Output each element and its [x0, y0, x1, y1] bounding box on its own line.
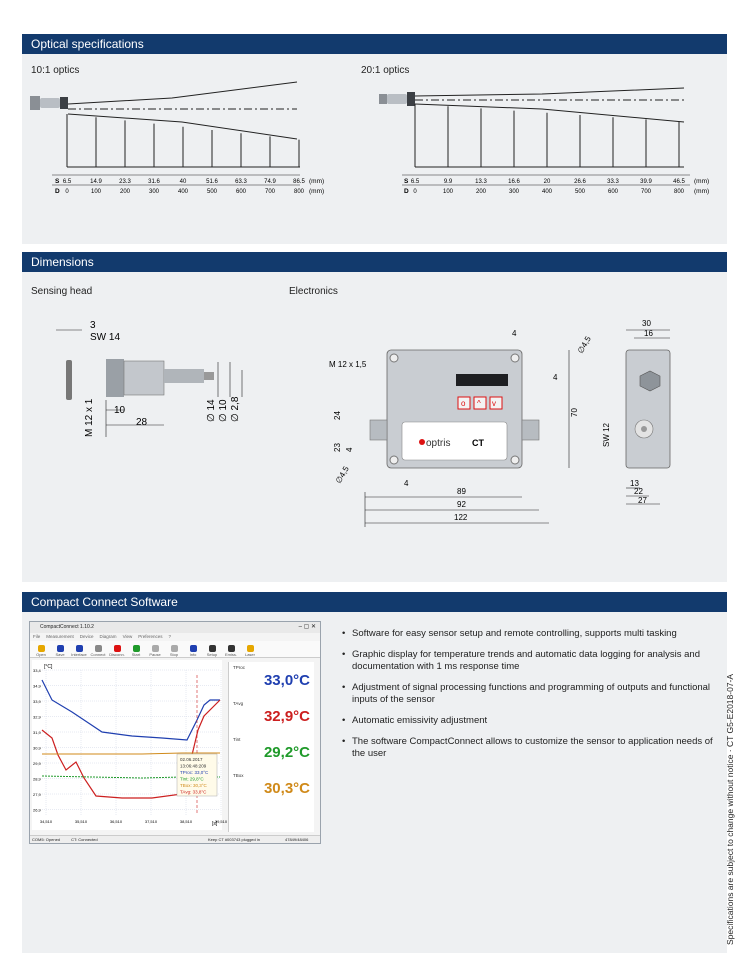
dim-10: 10 — [114, 405, 126, 416]
dim-dia10: ∅ 10 — [218, 399, 229, 422]
electronics-side-drawing — [626, 330, 670, 504]
toolbar-label: Disconn. — [109, 652, 125, 657]
dim-4a: 4 — [512, 329, 517, 338]
dim-92: 92 — [457, 500, 466, 509]
toolbar-label: Info — [189, 652, 197, 657]
optics_20-d-value: 800 — [673, 189, 685, 195]
optics_10-d-value: 500 — [206, 189, 218, 195]
optics-20-s-unit: (mm) — [694, 178, 710, 185]
optics_10-d-value: 0 — [65, 189, 69, 195]
optics-10-s-unit: (mm) — [309, 178, 325, 185]
readout-panel — [228, 662, 314, 832]
readout-name: TAvg — [233, 701, 244, 706]
toolbar — [30, 641, 320, 658]
dimension-drawings — [22, 272, 727, 582]
software-screenshot — [29, 621, 321, 844]
tooltip-line: TProc: 33,0°C — [180, 770, 209, 775]
toolbar-button[interactable] — [33, 645, 49, 657]
trend-chart — [32, 660, 228, 830]
toolbar-icon — [76, 645, 83, 652]
y-tick-label: 33,4 — [33, 668, 41, 673]
dim-89: 89 — [457, 487, 466, 496]
optics_20-s-value: 39.9 — [640, 179, 652, 185]
svg-text:^: ^ — [477, 399, 481, 408]
toolbar-icon — [38, 645, 45, 652]
dim-sw14: SW 14 — [90, 332, 121, 343]
dim-16: 16 — [644, 329, 653, 338]
tooltip-line: 02.06.2017 — [180, 757, 203, 762]
feature-item: • The software CompactConnect allows to customize the sensor to application needs of the user — [342, 736, 722, 760]
sensing-head-label: Sensing head — [31, 286, 93, 297]
dim-dia45b: ∅4,5 — [333, 464, 351, 485]
toolbar-button[interactable] — [147, 645, 163, 657]
brand-logo: optris — [426, 438, 451, 449]
tooltip-line: 13:06:48:209 — [180, 763, 207, 769]
menu-item[interactable]: Measurement — [46, 634, 74, 639]
readout-value: 32,9°C — [263, 708, 310, 725]
sensor-10-icon — [30, 96, 68, 110]
x-tick-label: 36,510 — [109, 819, 123, 824]
optics_20-d-value: 500 — [574, 189, 586, 195]
toolbar-icon — [171, 645, 178, 652]
optics_20-d-value: 400 — [541, 189, 553, 195]
feature-item: • Graphic display for temperature trends and automatic data logging for analysis and documentation with 1 ms response time — [342, 649, 722, 673]
optics_10-s-value: 6.5 — [62, 179, 72, 185]
feature-list — [342, 628, 722, 769]
menu-item[interactable]: File — [33, 634, 41, 639]
optical-section — [22, 34, 727, 244]
optics_10-d-value: 100 — [90, 189, 102, 195]
svg-text:o: o — [461, 399, 466, 408]
status-right: Keep CT #003743 plugged in — [208, 837, 260, 842]
toolbar-button[interactable] — [52, 645, 68, 657]
dim-22: 22 — [634, 487, 643, 496]
tooltip-line: TAvg: 33,8°C — [180, 789, 207, 795]
dim-m12: M 12 x 1 — [84, 398, 95, 437]
optics-diagrams — [22, 54, 727, 244]
readout-name: Tint — [233, 737, 241, 742]
menu-bar — [30, 633, 320, 641]
feature-item: • Adjustment of signal processing functions and programming of outputs and functional inputs of the sensor — [342, 682, 722, 706]
readout-value: 29,2°C — [263, 744, 310, 761]
dim-30: 30 — [642, 319, 651, 328]
toolbar-icon — [190, 645, 197, 652]
dim-28: 28 — [136, 417, 148, 428]
window-titlebar — [30, 622, 320, 633]
status-count: 47849/48406 — [285, 837, 309, 842]
optics_20-s-value: 46.5 — [673, 179, 685, 185]
optics-20-s-label: S — [404, 178, 409, 185]
toolbar-button[interactable] — [242, 645, 258, 657]
y-tick-label: 27,9 — [33, 792, 41, 797]
optics_10-s-value: 86.5 — [293, 179, 305, 185]
dim-70: 70 — [570, 408, 579, 417]
dimensions-section-title: Dimensions — [22, 252, 727, 272]
dim-dia28: ∅ 2,8 — [230, 396, 241, 422]
optics_20-d-value: 700 — [640, 189, 652, 195]
y-tick-label: 32,9 — [33, 714, 41, 720]
toolbar-icon — [152, 645, 159, 652]
status-bar — [30, 835, 320, 843]
optics_20-s-value: 20 — [543, 179, 551, 185]
status-mid: CT: Connected — [71, 837, 98, 842]
series-tproc — [42, 680, 220, 740]
optics-20-d-label: D — [404, 188, 409, 195]
y-tick-label: 28,9 — [33, 776, 41, 782]
toolbar-button[interactable] — [185, 645, 201, 657]
toolbar-label: Laser — [244, 652, 255, 657]
tooltip-line: TBox: 30,3°C — [180, 783, 207, 788]
optics_10-s-value: 40 — [179, 179, 187, 185]
optics_20-s-value: 16.6 — [508, 179, 520, 185]
dim-27: 27 — [638, 496, 647, 505]
y-tick-label: 26,9 — [33, 807, 41, 813]
optics-20-label: 20:1 optics — [361, 65, 410, 76]
electronics-label: Electronics — [289, 286, 338, 297]
software-section-title: Compact Connect Software — [22, 592, 727, 612]
readout-tint — [229, 734, 314, 770]
optics_20-s-value: 6.5 — [410, 179, 420, 185]
status-left: COM5: Opened — [32, 837, 61, 842]
svg-text:v: v — [492, 399, 496, 408]
optics_20-s-value: 9.9 — [443, 179, 453, 185]
menu-item[interactable]: View — [122, 634, 133, 639]
optics_20-s-value: 26.6 — [574, 179, 586, 185]
dim-4d: 4 — [404, 479, 409, 488]
model-label: CT — [472, 438, 484, 448]
menu-item[interactable]: Preferences — [138, 634, 163, 639]
optics_20-s-value: 33.3 — [607, 179, 619, 185]
readout-name: TProc — [233, 665, 246, 670]
x-unit: [s] — [212, 821, 218, 827]
toolbar-button[interactable] — [109, 645, 125, 657]
optics_10-d-value: 800 — [293, 189, 305, 195]
toolbar-label: Setup — [206, 652, 218, 657]
toolbar-icon — [247, 645, 254, 652]
toolbar-button[interactable] — [166, 645, 182, 657]
toolbar-label: Pause — [149, 652, 161, 657]
optics-20-sections — [415, 104, 679, 167]
toolbar-button[interactable] — [204, 645, 220, 657]
optics_20-d-value: 100 — [442, 189, 454, 195]
menu-item[interactable]: Device — [79, 634, 94, 639]
readout-name: TBox — [233, 773, 244, 778]
dim-4b: 4 — [553, 373, 558, 382]
x-tick-label: 39,510 — [214, 819, 228, 824]
toolbar-icon — [95, 645, 102, 652]
toolbar-label: Connect — [90, 652, 106, 657]
toolbar-button[interactable] — [90, 645, 106, 657]
feature-item: • Software for easy sensor setup and remote controlling, supports multi tasking — [342, 628, 722, 640]
optics_10-s-value: 23.3 — [119, 179, 131, 185]
toolbar-label: Start — [131, 652, 141, 657]
optics_10-s-value: 14.9 — [90, 179, 102, 185]
toolbar-icon — [228, 645, 235, 652]
dimensions-section — [22, 252, 727, 582]
optics_10-d-value: 300 — [148, 189, 160, 195]
optics-20-d-unit: (mm) — [694, 188, 710, 195]
optics-10-s-label: S — [55, 178, 60, 185]
electronics-front-drawing — [365, 350, 569, 527]
optics_10-d-value: 400 — [177, 189, 189, 195]
toolbar-icon — [209, 645, 216, 652]
toolbar-button[interactable] — [71, 645, 87, 657]
toolbar-icon — [133, 645, 140, 652]
x-tick-label: 35,510 — [74, 819, 88, 824]
sensor-20-icon — [379, 92, 415, 106]
toolbar-button[interactable] — [128, 645, 144, 657]
optics_10-s-value: 31.6 — [148, 179, 160, 185]
optical-section-title: Optical specifications — [22, 34, 727, 54]
optics_10-s-value: 74.9 — [264, 179, 276, 185]
readout-tbox — [229, 770, 314, 806]
dim-122: 122 — [454, 513, 468, 522]
optics_20-d-value: 300 — [508, 189, 520, 195]
optics_10-d-value: 600 — [235, 189, 247, 195]
dim-3: 3 — [90, 320, 96, 331]
optics-10-d-label: D — [55, 188, 60, 195]
optics_10-d-value: 200 — [119, 189, 131, 195]
toolbar-label: Emiss. — [225, 652, 237, 657]
x-tick-label: 38,510 — [179, 819, 193, 824]
x-tick-label: 34,510 — [39, 819, 53, 824]
dim-13: 13 — [630, 479, 639, 488]
window-controls-icon: – ▢ ✕ — [298, 624, 316, 630]
toolbar-icon — [57, 645, 64, 652]
dim-dia14: ∅ 14 — [206, 399, 217, 422]
dim-4c: 4 — [345, 447, 354, 452]
toolbar-label: Save — [55, 652, 65, 657]
toolbar-label: Stop — [169, 652, 179, 657]
optics-10-d-unit: (mm) — [309, 188, 325, 195]
dim-23: 23 — [333, 443, 342, 452]
y-tick-label: 33,9 — [33, 699, 41, 704]
optics_10-s-value: 51.6 — [206, 179, 218, 185]
toolbar-label: Open — [36, 652, 46, 657]
feature-item: • Automatic emissivity adjustment — [342, 715, 722, 727]
dim-24: 24 — [333, 411, 342, 420]
optics_20-d-value: 200 — [475, 189, 487, 195]
optics_10-d-value: 700 — [264, 189, 276, 195]
window-title: CompactConnect 1.10.2 — [40, 624, 94, 630]
optics_20-d-value: 0 — [413, 189, 417, 195]
dim-m12-15: M 12 x 1,5 — [329, 360, 367, 369]
y-tick-label: 30,9 — [33, 745, 41, 751]
menu-item[interactable]: Diagram — [99, 634, 117, 639]
readout-value: 30,3°C — [263, 780, 310, 797]
menu-item[interactable]: ? — [168, 634, 172, 639]
y-tick-label: 31,9 — [33, 730, 41, 735]
x-tick-label: 37,510 — [144, 819, 158, 824]
toolbar-label: Interface — [71, 652, 87, 657]
y-unit: [°C] — [44, 664, 53, 670]
optics_20-d-value: 600 — [607, 189, 619, 195]
dim-sw12: SW 12 — [602, 422, 611, 447]
readout-tproc — [229, 662, 314, 698]
dim-dia45a: ∅4,5 — [575, 334, 593, 355]
optics_10-s-value: 63.3 — [235, 179, 247, 185]
side-note: Specifications are subject to change without notice · CT G5-E2018-07-A — [725, 673, 735, 945]
y-tick-label: 29,9 — [33, 761, 41, 766]
optics_20-s-value: 13.3 — [475, 179, 487, 185]
toolbar-icon — [114, 645, 121, 652]
readout-tavg — [229, 698, 314, 734]
optics-10-label: 10:1 optics — [31, 65, 80, 76]
tooltip-line: Tint: 29,8°C — [180, 776, 204, 782]
readout-value: 33,0°C — [263, 672, 310, 689]
y-tick-label: 34,9 — [33, 683, 41, 689]
toolbar-button[interactable] — [223, 645, 239, 657]
